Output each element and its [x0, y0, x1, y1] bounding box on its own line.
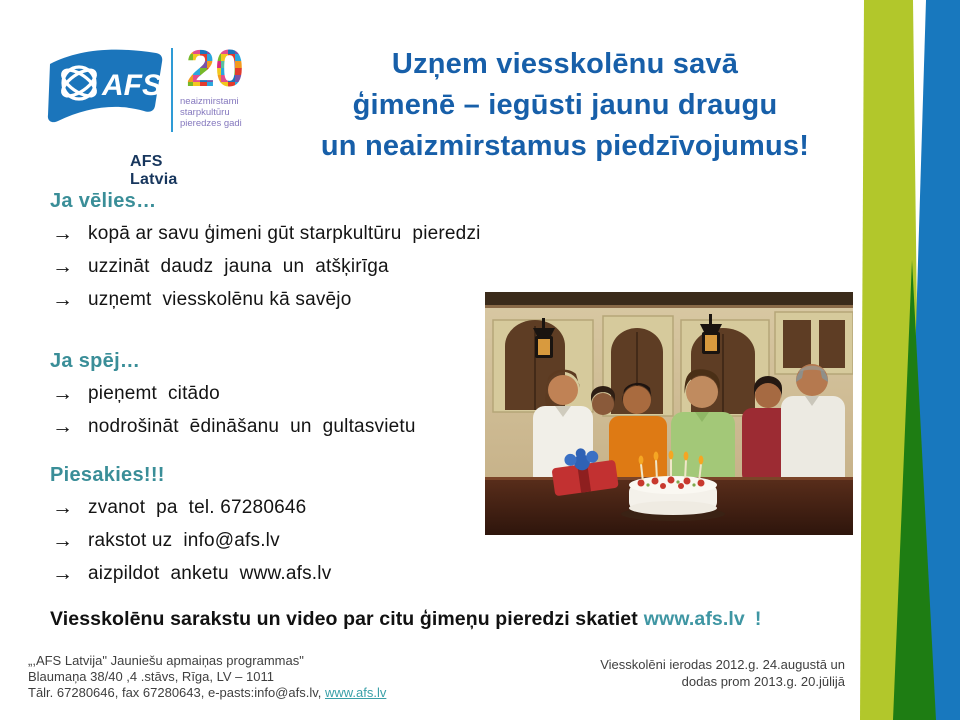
title-line-2: ģimenē – iegūsti jaunu draugu — [352, 89, 778, 121]
footer-address-line: Blaumaņa 38/40 ,4 .stāvs, Rīga, LV – 1011 — [28, 669, 274, 684]
logo-divider — [171, 48, 173, 132]
slide-title — [240, 44, 890, 167]
anniversary-caption-line: neaizmirstami — [180, 96, 239, 107]
bullet-item — [52, 529, 280, 553]
bullet-text: pieņemt citādo — [88, 383, 220, 404]
title-line-1: Uzņem viesskolēnu savā — [391, 48, 739, 80]
arrow-bullet-icon: → — [52, 562, 73, 585]
arrival-date-line: Viesskolēni ierodas 2012.g. 24.augustā un — [600, 657, 845, 672]
afs-logo-text: AFS — [102, 69, 162, 102]
footer-website-link[interactable]: www.afs.lv — [324, 685, 387, 700]
bullet-text: zvanot pa tel. 67280646 — [88, 497, 307, 518]
arrow-bullet-icon: → — [52, 415, 73, 438]
bullet-item — [52, 288, 352, 312]
anniversary-caption-line: pieredzes gadi — [180, 118, 242, 129]
bullet-item — [52, 382, 220, 406]
footer-contact-block — [28, 653, 386, 701]
footer-phone-text: Tālr. 67280646, fax 67280643, e-pasts:info@afs.lv, — [28, 685, 325, 700]
departure-date-line: dodas prom 2013.g. 20.jūlijā — [681, 674, 845, 689]
afs-logo — [42, 44, 178, 188]
family-birthday-photo — [485, 292, 853, 535]
bullet-item — [52, 415, 416, 439]
section-heading-ja-velies: Ja vēlies… — [50, 190, 157, 212]
bullet-text: kopā ar savu ģimeni gūt starpkultūru pieredzi — [88, 223, 481, 244]
bullet-text: uzzināt daudz jauna un atšķirīga — [88, 256, 389, 277]
cta-text: Viesskolēnu sarakstu un video par citu ģimeņu pieredzi skatiet — [50, 608, 638, 630]
section-heading-ja-spej: Ja spēj… — [50, 350, 141, 372]
arrow-bullet-icon: → — [52, 382, 73, 405]
arrow-bullet-icon: → — [52, 222, 73, 245]
bullet-text: uzņemt viesskolēnu kā savējo — [88, 289, 352, 310]
afs-flag-icon — [42, 44, 172, 134]
footer-phone-line — [28, 685, 386, 701]
arrow-bullet-icon: → — [52, 529, 73, 552]
bullet-text: aizpildot anketu www.afs.lv — [88, 563, 332, 584]
afs-logo-caption: AFS Latvia — [130, 153, 178, 188]
bullet-item — [52, 255, 389, 279]
arrow-bullet-icon: → — [52, 288, 73, 311]
bullet-item — [52, 496, 306, 520]
anniversary-caption — [180, 96, 242, 129]
bullet-text: nodrošināt ēdināšanu un gultasvietu — [88, 416, 416, 437]
bullet-item — [52, 222, 481, 246]
anniversary-number: 20 — [186, 40, 244, 94]
cta-link[interactable]: www.afs.lv — [643, 608, 745, 630]
bullet-text: rakstot uz info@afs.lv — [88, 530, 280, 551]
bullet-item — [52, 562, 331, 586]
footer-dates-block — [500, 656, 845, 690]
section-heading-piesakies: Piesakies!!! — [50, 464, 165, 486]
arrow-bullet-icon: → — [52, 496, 73, 519]
footer-org-line: „,AFS Latvija" Jauniešu apmaiņas programmas" — [28, 653, 304, 668]
anniversary-caption-line: starpkultūru — [180, 107, 230, 118]
arrow-bullet-icon: → — [52, 255, 73, 278]
title-line-3: un neaizmirstamus piedzīvojumus! — [320, 130, 810, 162]
cta-exclamation: ! — [754, 608, 762, 630]
cta-line — [50, 608, 761, 631]
